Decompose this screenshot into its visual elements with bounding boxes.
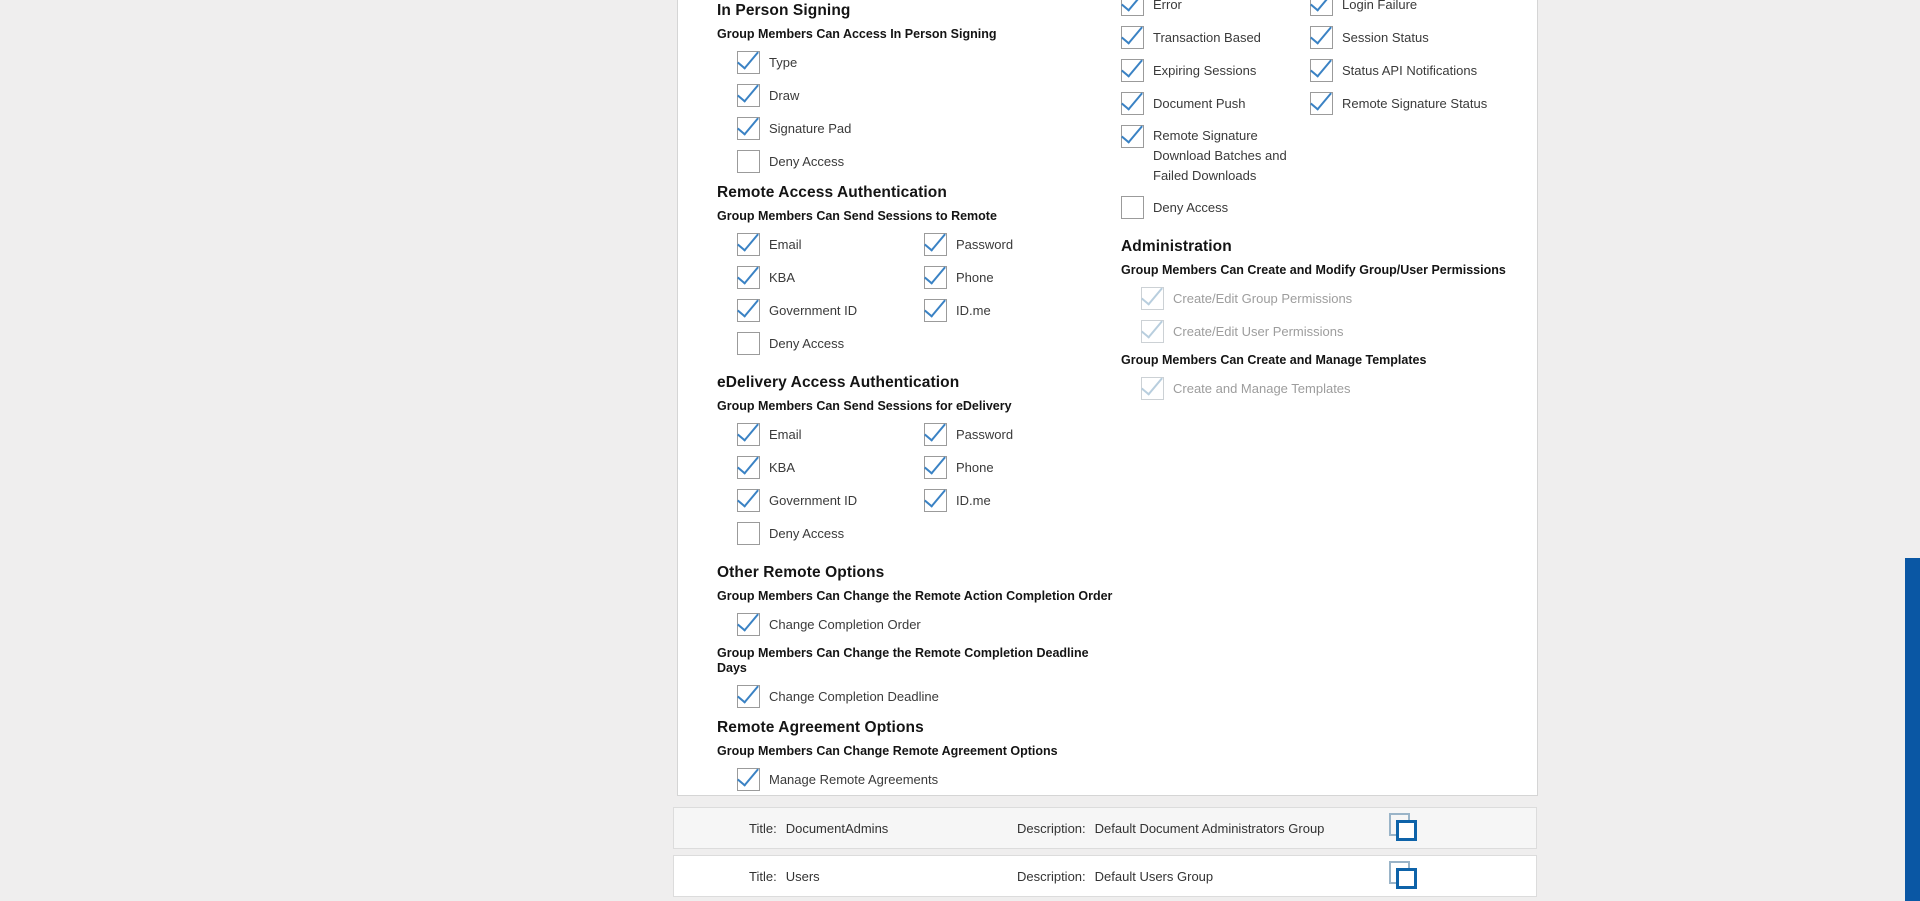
group-description [1017,808,1324,848]
checkbox-label: Password [956,426,1014,442]
title-value: Users [785,868,820,884]
checkbox-row [1141,320,1531,343]
checkbox-notif-deny-access[interactable] [1121,196,1144,219]
checkbox-notif-error[interactable] [1121,0,1144,16]
checkbox-create-and-manage-templates [1141,377,1164,400]
checkbox-notif-status-api-notifications[interactable] [1310,59,1333,82]
checkbox-row [737,299,924,322]
checkbox-label: Session Status [1342,29,1429,45]
checkbox-label: Deny Access [769,525,845,541]
subheading-send-sessions-for-edelivery: Group Members Can Send Sessions for eDelivery [717,399,1012,413]
completion-deadline-checkbox-list [737,685,1115,708]
checkbox-label: Deny Access [769,153,845,169]
checkbox-edelivery-deny-access[interactable] [737,522,760,545]
checkbox-row [924,266,1115,289]
checkbox-row [924,423,1115,446]
group-row-users[interactable] [673,855,1537,897]
checkbox-row [1141,287,1531,310]
checkbox-label: Deny Access [1153,199,1229,215]
left-column [717,1,1115,796]
checkbox-row [737,456,924,479]
scrollbar-thumb[interactable] [1905,558,1920,901]
checkbox-manage-remote-agreements[interactable] [737,768,760,791]
checkbox-row [737,423,924,446]
subheading-create-and-manage-templates: Group Members Can Create and Manage Templates [1121,353,1427,367]
checkbox-row [737,117,1115,140]
subheading-send-sessions-to-remote: Group Members Can Send Sessions to Remote [717,209,997,223]
checkbox-label: Government ID [769,492,858,508]
copy-icon[interactable] [1388,813,1419,844]
checkbox-row [1121,0,1310,16]
checkbox-row [1310,26,1531,49]
checkbox-remote-phone[interactable] [924,266,947,289]
checkbox-edelivery-phone[interactable] [924,456,947,479]
checkbox-row [924,489,1115,512]
checkbox-row [737,685,1115,708]
checkbox-row [737,613,1115,636]
checkbox-label: KBA [769,459,796,475]
checkbox-inperson-draw[interactable] [737,84,760,107]
checkbox-row [737,233,924,256]
checkbox-label: ID.me [956,302,991,318]
checkbox-label: Type [769,54,798,70]
checkbox-notif-session-status[interactable] [1310,26,1333,49]
checkbox-label: Expiring Sessions [1153,62,1257,78]
group-permissions-panel [677,0,1538,796]
remote-agreement-checkbox-list [737,768,1115,791]
checkbox-notif-transaction-based[interactable] [1121,26,1144,49]
description-label: Description: [1017,868,1086,884]
checkbox-row [1121,125,1310,186]
checkbox-label: Manage Remote Agreements [769,771,939,787]
checkbox-row [737,51,1115,74]
checkbox-row [1310,92,1531,115]
group-title [749,856,820,896]
checkbox-label: KBA [769,269,796,285]
checkbox-label: Remote Signature Status [1342,95,1488,111]
subheading-create-modify-group-user-permissions: Group Members Can Create and Modify Group/User Permissions [1121,263,1506,277]
group-row-documentadmins[interactable] [673,807,1537,849]
checkbox-notif-remote-signature-status[interactable] [1310,92,1333,115]
checkbox-inperson-signature-pad[interactable] [737,117,760,140]
section-heading-administration: Administration [1121,238,1232,255]
edelivery-auth-checkbox-grid [737,423,1115,555]
section-heading-in-person-signing: In Person Signing [717,2,851,19]
checkbox-label: Deny Access [769,335,845,351]
checkbox-label: Create and Manage Templates [1173,380,1351,396]
checkbox-label: Phone [956,269,994,285]
checkbox-label: Change Completion Order [769,616,921,632]
section-heading-edelivery-access-authentication: eDelivery Access Authentication [717,374,960,391]
title-label: Title: [749,820,777,836]
checkbox-row [1121,196,1310,219]
description-value: Default Users Group [1094,868,1214,884]
title-value: DocumentAdmins [785,820,889,836]
group-title [749,808,888,848]
notifications-checkbox-grid [1121,0,1531,229]
checkbox-row [737,522,924,545]
checkbox-edelivery-government-id[interactable] [737,489,760,512]
checkbox-label: Email [769,236,802,252]
checkbox-edelivery-idme[interactable] [924,489,947,512]
description-value: Default Document Administrators Group [1094,820,1325,836]
checkbox-row [1310,0,1531,16]
checkbox-row [1121,26,1310,49]
checkbox-change-completion-order[interactable] [737,613,760,636]
checkbox-row [737,150,1115,173]
checkbox-row [737,332,924,355]
checkbox-edelivery-email[interactable] [737,423,760,446]
checkbox-label: ID.me [956,492,991,508]
checkbox-label: Change Completion Deadline [769,688,939,704]
admin-permissions-checkbox-list [1141,287,1531,343]
checkbox-remote-idme[interactable] [924,299,947,322]
checkbox-notif-expiring-sessions[interactable] [1121,59,1144,82]
checkbox-label: Transaction Based [1153,29,1261,45]
checkbox-label: Error [1153,0,1182,12]
checkbox-inperson-deny-access[interactable] [737,150,760,173]
checkbox-remote-kba[interactable] [737,266,760,289]
checkbox-label: Document Push [1153,95,1246,111]
checkbox-remote-government-id[interactable] [737,299,760,322]
checkbox-row [737,489,924,512]
checkbox-label: Remote Signature Download Batches and Failed Downloads [1153,128,1287,183]
checkbox-row [924,233,1115,256]
checkbox-change-completion-deadline[interactable] [737,685,760,708]
right-column [1121,0,1531,410]
checkbox-remote-email[interactable] [737,233,760,256]
checkbox-label: Password [956,236,1014,252]
checkbox-remote-password[interactable] [924,233,947,256]
checkbox-label: Draw [769,87,800,103]
checkbox-row [737,266,924,289]
checkbox-label: Create/Edit User Permissions [1173,323,1344,339]
checkbox-label: Government ID [769,302,858,318]
checkbox-edelivery-password[interactable] [924,423,947,446]
checkbox-notif-remote-signature-downloads[interactable] [1121,125,1144,148]
title-label: Title: [749,868,777,884]
subheading-change-remote-action-completion-order: Group Members Can Change the Remote Action Completion Order [717,589,1113,603]
remote-auth-checkbox-grid [737,233,1115,365]
subheading-change-remote-completion-deadline-days: Group Members Can Change the Remote Completion Deadline Days [717,646,1089,675]
copy-icon[interactable] [1388,861,1419,892]
checkbox-row [1310,59,1531,82]
checkbox-row [1141,377,1531,400]
checkbox-edelivery-kba[interactable] [737,456,760,479]
checkbox-label: Create/Edit Group Permissions [1173,290,1353,306]
completion-order-checkbox-list [737,613,1115,636]
section-heading-remote-access-authentication: Remote Access Authentication [717,184,947,201]
checkbox-row [1121,59,1310,82]
checkbox-create-edit-group-permissions [1141,287,1164,310]
section-heading-other-remote-options: Other Remote Options [717,564,885,581]
in-person-checkbox-list [737,51,1115,173]
checkbox-row [924,299,1115,322]
checkbox-label: Signature Pad [769,120,852,136]
checkbox-notif-login-failure[interactable] [1310,0,1333,16]
checkbox-label: Status API Notifications [1342,62,1478,78]
checkbox-label: Phone [956,459,994,475]
checkbox-row [737,768,1115,791]
section-heading-remote-agreement-options: Remote Agreement Options [717,719,924,736]
group-description [1017,856,1213,896]
checkbox-row [737,84,1115,107]
description-label: Description: [1017,820,1086,836]
checkbox-inperson-type[interactable] [737,51,760,74]
checkbox-notif-document-push[interactable] [1121,92,1144,115]
checkbox-row [1121,92,1310,115]
checkbox-remote-deny-access[interactable] [737,332,760,355]
checkbox-create-edit-user-permissions [1141,320,1164,343]
subheading-access-in-person-signing: Group Members Can Access In Person Signing [717,27,997,41]
checkbox-label: Email [769,426,802,442]
admin-templates-checkbox-list [1141,377,1531,400]
checkbox-row [924,456,1115,479]
checkbox-label: Login Failure [1342,0,1418,12]
subheading-change-remote-agreement-options: Group Members Can Change Remote Agreement Options [717,744,1058,758]
